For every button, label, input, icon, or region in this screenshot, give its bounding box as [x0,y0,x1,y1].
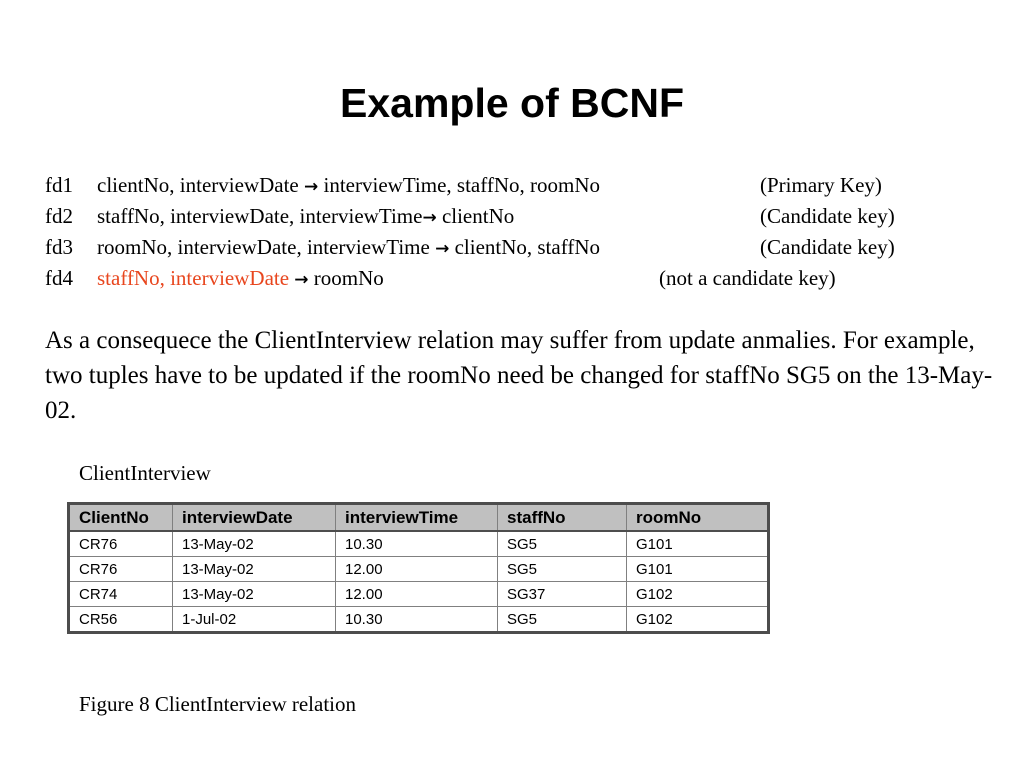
arrow-icon: → [304,177,319,197]
fd-id: fd4 [45,266,73,290]
table-cell: CR56 [69,607,173,633]
arrow-icon: → [294,270,309,290]
slide-title: Example of BCNF [340,80,684,126]
fd-lhs-highlighted: staffNo, interviewDate [97,266,290,290]
column-header-roomno: roomNo [627,504,769,532]
fd-expression [97,232,600,265]
table-cell: G102 [627,582,769,607]
table-row [69,607,769,633]
fd-lhs: roomNo, interviewDate, interviewTime [97,235,430,259]
fd-note: (Primary Key) [760,173,882,197]
fd-note: (not a candidate key) [659,266,836,290]
table-cell: CR76 [69,531,173,557]
fd-note: (Candidate key) [760,235,895,259]
table-cell: SG5 [498,607,627,633]
table-cell: G101 [627,557,769,582]
fd-id: fd3 [45,235,73,259]
fd-id: fd2 [45,204,73,228]
table-cell: SG5 [498,531,627,557]
table-cell: SG5 [498,557,627,582]
table-header-row [69,504,769,532]
table-cell: 12.00 [336,582,498,607]
table-cell: 10.30 [336,607,498,633]
table-cell: 12.00 [336,557,498,582]
fd-expression [97,170,600,203]
fd-rhs: clientNo, staffNo [449,235,600,259]
fd-rhs: roomNo [308,266,384,290]
fd-expression [97,263,384,296]
fd-id: fd1 [45,173,73,197]
column-header-clientno: ClientNo [69,504,173,532]
table-cell: G102 [627,607,769,633]
table-row [69,531,769,557]
table-row [69,582,769,607]
arrow-icon: → [435,239,450,259]
fd-lhs: clientNo, interviewDate [97,173,299,197]
figure-caption: Figure 8 ClientInterview relation [79,692,357,716]
table-cell: SG37 [498,582,627,607]
table-cell: 13-May-02 [173,531,336,557]
column-header-interviewtime: interviewTime [336,504,498,532]
table-cell: G101 [627,531,769,557]
arrow-icon: → [422,208,437,228]
table-caption: ClientInterview [79,461,211,485]
explanation-paragraph: As a consequece the ClientInterview relation may suffer from update anmalies. For example, two tuples have to be updated if the roomNo need be changed for staffNo SG5 on the 13-May-02. [45,327,993,424]
table-cell: 10.30 [336,531,498,557]
fd-lhs: staffNo, interviewDate, interviewTime [97,204,423,228]
table-cell: 1-Jul-02 [173,607,336,633]
table-cell: 13-May-02 [173,557,336,582]
fd-rhs: clientNo [436,204,515,228]
fd-expression [97,201,514,234]
column-header-staffno: staffNo [498,504,627,532]
table-cell: 13-May-02 [173,582,336,607]
fd-note: (Candidate key) [760,204,895,228]
fd-rhs: interviewTime, staffNo, roomNo [318,173,600,197]
client-interview-table [67,502,770,634]
table-row [69,557,769,582]
table-cell: CR76 [69,557,173,582]
table-cell: CR74 [69,582,173,607]
column-header-interviewdate: interviewDate [173,504,336,532]
